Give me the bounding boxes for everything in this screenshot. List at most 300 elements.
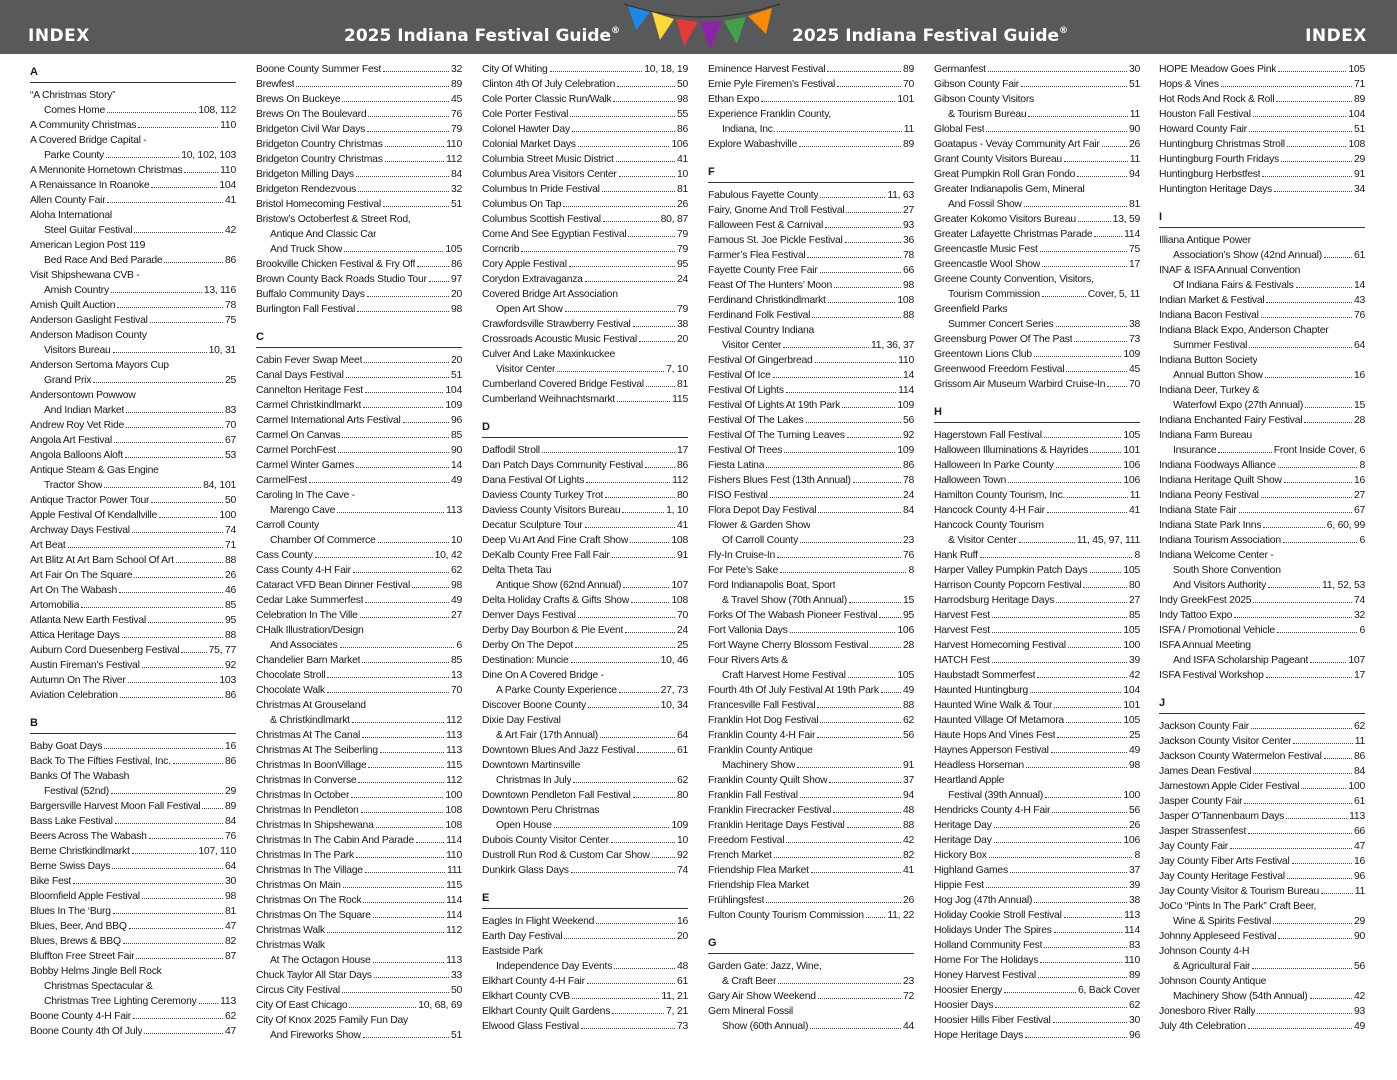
entry-pages: 27, 73 [660,685,688,696]
dot-leader [148,622,223,623]
index-entry [256,152,462,167]
entry-name: Angola Balloons Aloft [30,450,123,461]
index-entry [934,833,1140,848]
dot-leader [1040,251,1127,252]
index-entry [934,197,1140,212]
index-entry [708,683,914,698]
entry-pages: 74 [1353,595,1365,606]
index-entry [256,758,462,773]
index-entry [934,563,1140,578]
entry-pages: 91 [1353,169,1365,180]
index-entry [934,92,1140,107]
dot-leader [773,377,901,378]
dot-leader [829,782,901,783]
entry-name: Indiana State Fair [1159,505,1237,516]
dot-leader [352,722,444,723]
dot-leader [120,697,223,698]
index-entry [934,998,1140,1013]
dot-leader [107,202,222,203]
index-entry [708,353,914,368]
dot-leader [774,857,901,858]
dot-leader [144,1033,223,1034]
dot-leader [581,1028,675,1029]
entry-pages: 100 [1348,781,1365,792]
dot-leader [1074,341,1127,342]
entry-pages: 85 [450,655,462,666]
entry-name: Corydon Extravaganza [482,274,583,285]
entry-pages: 41 [1128,505,1140,516]
index-entry [708,77,914,92]
entry-pages: 11, 22 [887,910,914,921]
dot-leader [1218,452,1271,453]
dot-leader [1090,572,1122,573]
dot-leader [777,557,901,558]
dot-leader [150,322,223,323]
entry-name: Waterfowl Expo (27th Annual) [1173,400,1304,411]
index-entry [482,503,688,518]
index-entry [482,77,688,92]
dot-leader [356,467,449,468]
index-entry [30,769,236,784]
entry-pages: 62 [1128,1000,1140,1011]
index-entry [1159,413,1365,428]
index-entry [934,137,1140,152]
dot-leader [199,1003,219,1004]
index-entry [482,728,688,743]
entry-name: Heritage Day [934,820,992,831]
entry-name: Harrodsburg Heritage Days [934,595,1055,606]
index-entry [30,478,236,493]
entry-name: Greencastle Music Fest [934,244,1038,255]
entry-name: Hagerstown Fall Festival [934,430,1042,441]
dot-leader [986,887,1127,888]
index-entry [1159,533,1365,548]
entry-name: Amish Country [44,285,109,296]
entry-pages: 47 [1353,841,1365,852]
index-entry [30,583,236,598]
entry-name: Hops & Vines [1159,79,1219,90]
section-divider [934,422,1140,423]
index-entry [30,658,236,673]
dot-leader [383,71,449,72]
dot-leader [343,887,445,888]
index-entry [1159,233,1365,248]
index-entry [1159,719,1365,734]
entry-pages: 17 [1128,259,1140,270]
entry-name: At The Octagon House [270,955,371,966]
entry-name: Harvest Fest [934,625,990,636]
entry-pages: 86 [224,255,236,266]
entry-name: Hog Jog (47th Annual) [934,895,1033,906]
index-entry [1159,764,1365,779]
index-section [30,64,236,703]
entry-name: And Indian Market [44,405,125,416]
entry-pages: 16 [224,741,236,752]
index-section [1159,197,1365,683]
index-entry [256,167,462,182]
entry-pages: 27 [1128,595,1140,606]
entry-pages: 97 [450,274,462,285]
dot-leader [833,812,901,813]
entry-name: Bridgeton Country Christmas [256,139,383,150]
index-section [1159,683,1365,1034]
index-entry [1159,548,1365,563]
dot-leader [113,352,207,353]
dot-leader [628,236,675,237]
index-entry [1159,779,1365,794]
entry-pages: 17 [676,445,688,456]
index-entry [30,949,236,964]
dot-leader [837,86,901,87]
entry-name: ISFA / Promotional Vehicle [1159,625,1275,636]
index-column-1 [30,62,236,1074]
index-entry [482,347,688,362]
index-entry [256,968,462,983]
index-entry [482,578,688,593]
entry-name: Haubstadt Sommerfest [934,670,1036,681]
dot-leader [1310,998,1352,999]
entry-pages: 115 [672,394,688,405]
entry-name: Hoosier Days [934,1000,994,1011]
dot-leader [800,797,901,798]
index-entry [708,92,914,107]
entry-name: Flower & Garden Show [708,520,811,531]
dot-leader [820,197,885,198]
index-entry [256,788,462,803]
entry-pages: 108 [1348,139,1365,150]
index-entry [1159,839,1365,854]
entry-name: Columbus In Pride Festival [482,184,600,195]
index-entry [708,818,914,833]
index-entry [1159,653,1365,668]
index-entry [256,287,462,302]
dot-leader [176,562,223,563]
entry-name: Circus City Festival [256,985,340,996]
entry-pages: 110 [446,139,462,150]
index-entry [256,623,462,638]
entry-pages: 108 [671,595,688,606]
index-section [482,878,688,1034]
entry-pages: 84 [450,169,462,180]
index-entry [1159,428,1365,443]
index-entry [934,803,1140,818]
entry-pages: 73 [1128,334,1140,345]
index-entry [30,163,236,178]
entry-name: Berne Christkindlmarkt [30,846,130,857]
entry-name: Hamilton County Tourism, Inc. [934,490,1066,501]
dot-leader [417,266,449,267]
index-entry [30,463,236,478]
dot-leader [995,1007,1127,1008]
entry-name: Indiana Foodways Alliance [1159,460,1276,471]
entry-name: Anderson Gaslight Festival [30,315,148,326]
entry-pages: 70 [902,79,914,90]
entry-name: Ferdinand Folk Festival [708,310,811,321]
entry-pages: 110 [1124,955,1140,966]
index-entry [256,257,462,272]
entry-pages: 6 [456,640,462,651]
dot-leader [296,86,449,87]
entry-pages: 70 [1128,379,1140,390]
index-entry [708,1004,914,1019]
entry-name: And Truck Show [270,244,343,255]
entry-name: Eastside Park [482,946,543,957]
entry-pages: 42 [224,225,236,236]
entry-name: Franklin Hot Dog Festival [708,715,819,726]
dot-leader [1261,497,1352,498]
entry-pages: 24 [676,625,688,636]
entry-pages: 56 [902,415,914,426]
dot-leader [1266,302,1351,303]
dot-leader [988,71,1127,72]
dot-leader [1278,938,1352,939]
index-entry [1159,107,1365,122]
dot-leader [828,302,896,303]
entry-name: Wine & Spirits Festival [1173,916,1272,927]
dot-leader [612,1013,664,1014]
entry-name: Ernie Pyle Firemen’s Festival [708,79,836,90]
entry-name: A Renaissance In Roanoke [30,180,150,191]
entry-name: Allen County Fair [30,195,106,206]
entry-pages: 79 [676,229,688,240]
index-entry [256,668,462,683]
index-entry [1159,944,1365,959]
entry-name: Bloomfield Apple Festival [30,891,140,902]
index-entry [708,803,914,818]
entry-name: Franklin Fall Festival [708,790,798,801]
index-entry [30,238,236,253]
entry-pages: 100 [445,790,462,801]
dot-leader [173,763,223,764]
index-entry [256,62,462,77]
entry-name: Attica Heritage Days [30,630,120,641]
entry-pages: 101 [1123,445,1140,456]
entry-name: Visitor Center [496,364,556,375]
index-entry [256,227,462,242]
dot-leader [1034,356,1122,357]
entry-name: Dan Patch Days Community Festival [482,460,643,471]
entry-name: Dixie Day Festival [482,715,561,726]
entry-name: Hancock County Tourism [934,520,1044,531]
dot-leader [806,422,901,423]
entry-name: Jackson County Fair [1159,721,1249,732]
index-entry [708,773,914,788]
entry-name: Franklin County 4-H Fair [708,730,816,741]
dot-leader [1044,437,1122,438]
guide-title-left [344,26,620,46]
entry-name: Goatapus - Vevay Community Art Fair [934,139,1100,150]
guide-title-right [792,26,1068,46]
dot-leader [571,872,675,873]
index-entry [1159,368,1365,383]
entry-name: Summer Festival [1173,340,1248,351]
entry-pages: 10 [450,535,462,546]
index-entry [934,377,1140,392]
entry-name: Eminence Harvest Festival [708,64,826,75]
entry-pages: 16 [676,916,688,927]
entry-name: Blues, Brews & BBQ [30,936,121,947]
entry-pages: 41 [902,865,914,876]
entry-name: Huntington Heritage Days [1159,184,1272,195]
dot-leader [866,917,886,918]
index-entry [30,493,236,508]
dot-leader [126,412,223,413]
dot-leader [630,542,669,543]
dot-leader [1278,71,1346,72]
entry-pages: 10, 102, 103 [181,150,236,161]
entry-name: Festival Of Lights At 19th Park [708,400,841,411]
index-entry [934,608,1140,623]
entry-name: Marengo Cave [270,505,336,516]
index-entry [1159,929,1365,944]
dot-leader [881,692,901,693]
entry-name: Germanfest [934,64,986,75]
dot-leader [1287,146,1347,147]
dot-leader [151,187,217,188]
index-entry [708,62,914,77]
dot-leader [73,883,223,884]
entry-name: Honey Harvest Festival [934,970,1036,981]
entry-pages: 61 [1353,250,1365,261]
entry-name: Auburn Cord Duesenberg Festival [30,645,180,656]
index-entry [934,317,1140,332]
index-entry [934,77,1140,92]
entry-name: Indiana, Inc. [722,124,776,135]
entry-name: Brown County Back Roads Studio Tour [256,274,427,285]
entry-pages: 100 [1123,640,1140,651]
entry-pages: 100 [1123,790,1140,801]
entry-pages: 33 [450,970,462,981]
entry-name: Hendricks County 4-H Fair [934,805,1051,816]
index-entry [708,233,914,248]
entry-name: Christmas In The Village [256,865,363,876]
entry-name: Tourism Commission [948,289,1040,300]
dot-leader [1066,371,1127,372]
entry-name: Christmas On The Rock [256,895,362,906]
index-entry [934,878,1140,893]
entry-name: Christmas Tree Lighting Ceremony [44,996,197,1007]
dot-leader [363,1037,449,1038]
entry-name: Greencastle Wool Show [934,259,1041,270]
entry-pages: 76 [1353,310,1365,321]
entry-pages: 11 [903,124,914,135]
entry-pages: 95 [902,610,914,621]
entry-pages: 70 [224,420,236,431]
dot-leader [572,131,675,132]
entry-name: ISFA Annual Meeting [1159,640,1251,651]
entry-pages: 78 [224,300,236,311]
index-entry [30,829,236,844]
dot-leader [1310,662,1346,663]
index-entry [30,403,236,418]
index-entry [256,353,462,368]
entry-name: Parke County [44,150,104,161]
index-entry [1159,137,1365,152]
dot-leader [1019,542,1075,543]
index-entry [256,137,462,152]
entry-name: Chocolate Stroll [256,670,326,681]
entry-name: Christmas Walk [256,940,325,951]
entry-pages: 53 [224,450,236,461]
entry-pages: 49 [450,595,462,606]
index-column-3 [482,62,688,1074]
index-entry [482,563,688,578]
entry-name: Fayette County Free Fair [708,265,818,276]
dot-leader [1257,1013,1352,1014]
entry-pages: 104 [219,180,236,191]
index-entry [482,653,688,668]
entry-name: Indian Market & Festival [1159,295,1265,306]
index-entry [482,803,688,818]
entry-name: Holland Community Fest [934,940,1043,951]
index-entry [30,373,236,388]
index-entry [1159,734,1365,749]
entry-name: Bargersville Harvest Moon Fall Festival [30,801,201,812]
index-entry [256,107,462,122]
index-entry [1159,278,1365,293]
index-entry [482,152,688,167]
index-entry [256,428,462,443]
entry-pages: 17 [1353,670,1365,681]
entry-name: Haute Hops And Vines Fest [934,730,1056,741]
entry-pages: 1, 10 [666,505,688,516]
index-entry [256,458,462,473]
entry-name: Jasper O’Tannenbaum Days [1159,811,1285,822]
index-entry [1159,563,1365,578]
dot-leader [1276,101,1352,102]
entry-name: Andersontown Powwow [30,390,136,401]
index-entry [708,383,914,398]
entry-pages: 86 [224,690,236,701]
dot-leader [786,842,901,843]
index-entry [1159,974,1365,989]
entry-name: Fourth 4th Of July Festival At 19th Park [708,685,879,696]
entry-name: Columbus On Tap [482,199,562,210]
entry-pages: 94 [1128,169,1140,180]
entry-pages: 25 [676,640,688,651]
dot-leader [125,457,223,458]
index-entry [482,1019,688,1034]
entry-name: Cass County [256,550,313,561]
index-entry [256,938,462,953]
entry-pages: 82 [224,936,236,947]
index-entry [256,212,462,227]
index-entry [30,418,236,433]
entry-pages: 89 [902,64,914,75]
index-entry [934,818,1140,833]
entry-pages: 112 [446,775,462,786]
dot-leader [1054,707,1121,708]
section-gap [1159,683,1365,693]
entry-pages: 49 [902,685,914,696]
entry-pages: 109 [445,400,462,411]
entry-name: Carmel International Arts Festival [256,415,401,426]
entry-name: Artomobilia [30,600,80,611]
entry-pages: 56 [1353,961,1365,972]
entry-pages: 25 [1128,730,1140,741]
entry-pages: 55 [676,109,688,120]
index-entry [482,608,688,623]
dot-leader [416,842,444,843]
index-entry [482,182,688,197]
entry-name: Gibson County Visitors [934,94,1034,105]
entry-name: Brewfest [256,79,295,90]
entry-name: Association’s Show (42nd Annual) [1173,250,1322,261]
entry-pages: 79 [676,304,688,315]
entry-name: Four Rivers Arts & [708,655,788,666]
index-entry [30,844,236,859]
entry-pages: 67 [1353,505,1365,516]
